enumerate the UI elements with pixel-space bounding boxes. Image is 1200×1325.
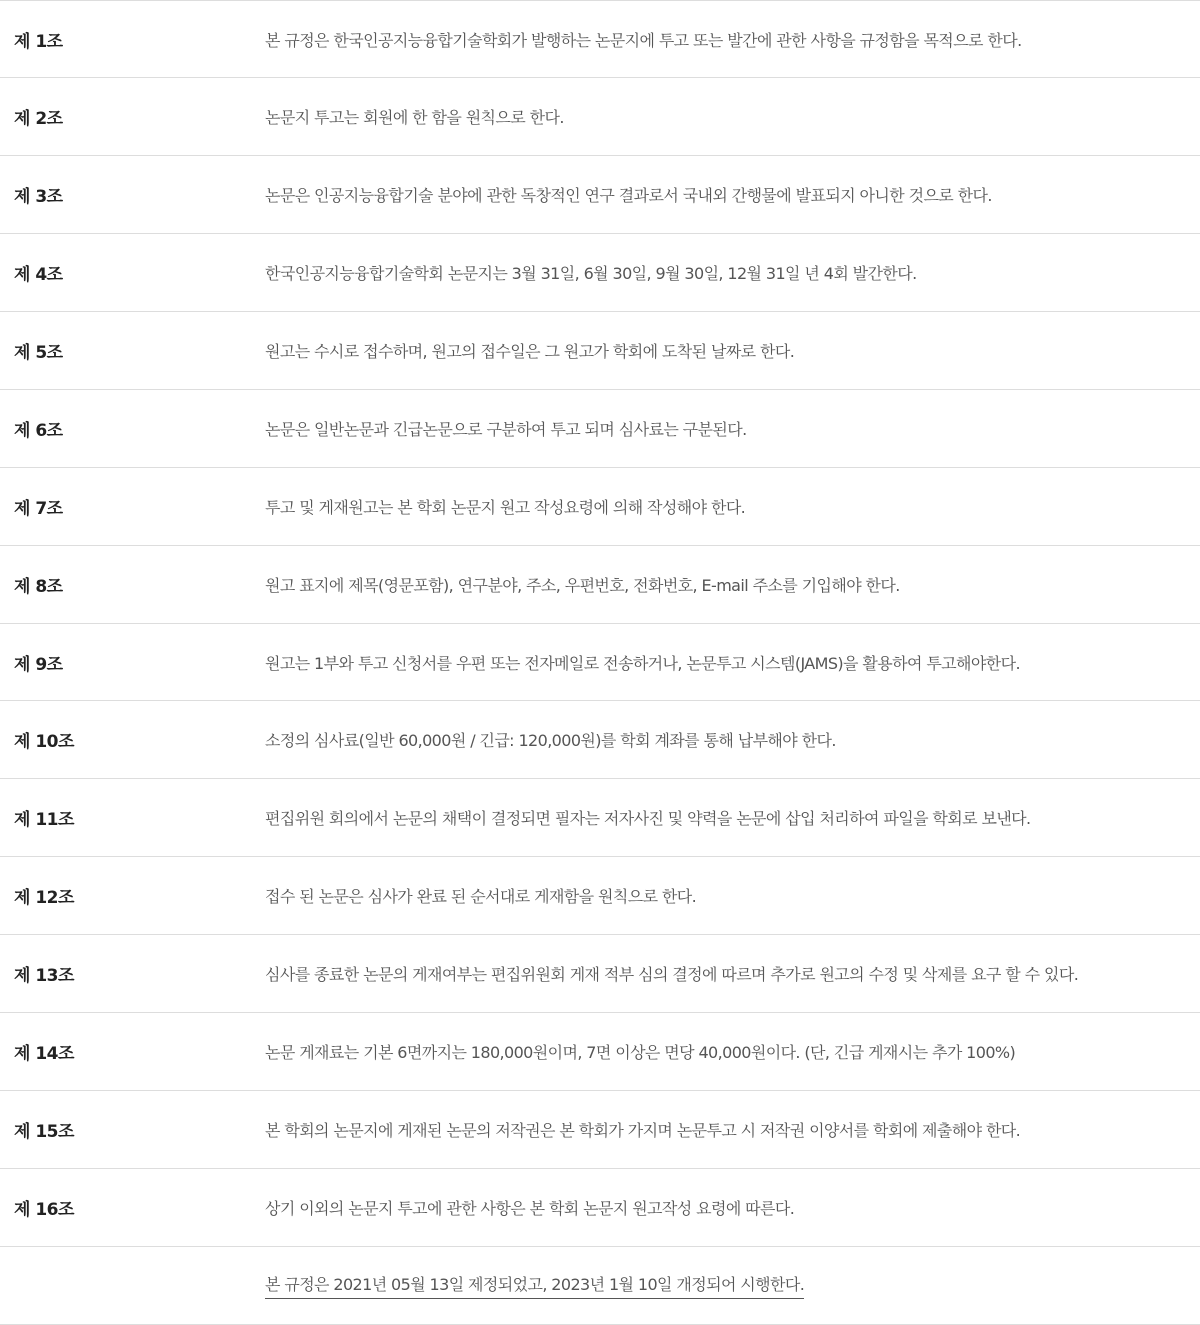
- article-text: 상기 이외의 논문지 투고에 관한 사항은 본 학회 논문지 원고작성 요령에 따른다.: [265, 1199, 795, 1218]
- article-text: 논문은 인공지능융합기술 분야에 관한 독창적인 연구 결과로서 국내외 간행물에 발표되지 아니한 것으로 한다.: [265, 186, 992, 205]
- article-number: 제 6조: [14, 421, 63, 441]
- article-number: 제 2조: [14, 109, 63, 129]
- article-number: 제 15조: [14, 1122, 74, 1142]
- article-row-8: [0, 546, 1200, 624]
- article-text: 본 규정은 한국인공지능융합기술학회가 발행하는 논문지에 투고 또는 발간에 관한 사항을 규정함을 목적으로 한다.: [265, 30, 1022, 50]
- article-number: 제 7조: [14, 499, 63, 519]
- article-number: 제 16조: [14, 1200, 74, 1220]
- article-row-12: [0, 857, 1200, 935]
- enactment-note: 본 규정은 2021년 05월 13일 제정되었고, 2023년 1월 10일 개정되어 시행한다.: [265, 1272, 804, 1299]
- article-number: 제 11조: [14, 810, 74, 830]
- article-row-2: [0, 78, 1200, 156]
- article-row-13: [0, 935, 1200, 1013]
- article-number: 제 3조: [14, 187, 63, 207]
- article-text: 원고 표지에 제목(영문포함), 연구분야, 주소, 우편번호, 전화번호, E-mail 주소를 기입해야 한다.: [265, 576, 900, 595]
- article-number: 제 4조: [14, 265, 63, 285]
- article-text: 논문은 일반논문과 긴급논문으로 구분하여 투고 되며 심사료는 구분된다.: [265, 420, 747, 439]
- article-number: 제 9조: [14, 654, 63, 675]
- article-row-11: [0, 779, 1200, 857]
- article-row-14: [0, 1013, 1200, 1091]
- article-number: 제 1조: [14, 31, 63, 52]
- article-row-10: [0, 701, 1200, 779]
- article-text: 논문 게재료는 기본 6면까지는 180,000원이며, 7면 이상은 면당 40,000원이다. (단, 긴급 게재시는 추가 100%): [265, 1043, 1016, 1062]
- footnote-row: [0, 1247, 1200, 1325]
- article-row-9: [0, 624, 1200, 701]
- article-text: 심사를 종료한 논문의 게재여부는 편집위원회 게재 적부 심의 결정에 따르며 추가로 원고의 수정 및 삭제를 요구 할 수 있다.: [265, 965, 1079, 984]
- article-row-7: [0, 468, 1200, 546]
- article-row-4: [0, 234, 1200, 312]
- article-row-3: [0, 156, 1200, 234]
- article-text: 본 학회의 논문지에 게재된 논문의 저작권은 본 학회가 가지며 논문투고 시 저작권 이양서를 학회에 제출해야 한다.: [265, 1121, 1021, 1140]
- article-number: 제 5조: [14, 343, 63, 363]
- article-number: 제 13조: [14, 966, 74, 986]
- article-number: 제 12조: [14, 888, 74, 908]
- article-number: 제 8조: [14, 577, 63, 597]
- article-text: 원고는 수시로 접수하며, 원고의 접수일은 그 원고가 학회에 도착된 날짜로 한다.: [265, 342, 795, 361]
- article-row-1: [0, 1, 1200, 78]
- article-text: 원고는 1부와 투고 신청서를 우편 또는 전자메일로 전송하거나, 논문투고 시스템(JAMS)을 활용하여 투고해야한다.: [265, 653, 1020, 673]
- article-text: 소정의 심사료(일반 60,000원 / 긴급: 120,000원)를 학회 계좌를 통해 납부해야 한다.: [265, 731, 836, 750]
- article-number: 제 14조: [14, 1044, 74, 1064]
- article-row-16: [0, 1169, 1200, 1247]
- article-text: 논문지 투고는 회원에 한 함을 원칙으로 한다.: [265, 108, 564, 127]
- article-row-5: [0, 312, 1200, 390]
- article-text: 접수 된 논문은 심사가 완료 된 순서대로 게재함을 원칙으로 한다.: [265, 887, 697, 906]
- article-row-15: [0, 1091, 1200, 1169]
- article-row-6: [0, 390, 1200, 468]
- article-text: 편집위원 회의에서 논문의 채택이 결정되면 필자는 저자사진 및 약력을 논문에 삽입 처리하여 파일을 학회로 보낸다.: [265, 809, 1031, 828]
- article-text: 한국인공지능융합기술학회 논문지는 3월 31일, 6월 30일, 9월 30일, 12월 31일 년 4회 발간한다.: [265, 264, 917, 283]
- article-text: 투고 및 게재원고는 본 학회 논문지 원고 작성요령에 의해 작성해야 한다.: [265, 498, 746, 517]
- article-number: 제 10조: [14, 732, 74, 752]
